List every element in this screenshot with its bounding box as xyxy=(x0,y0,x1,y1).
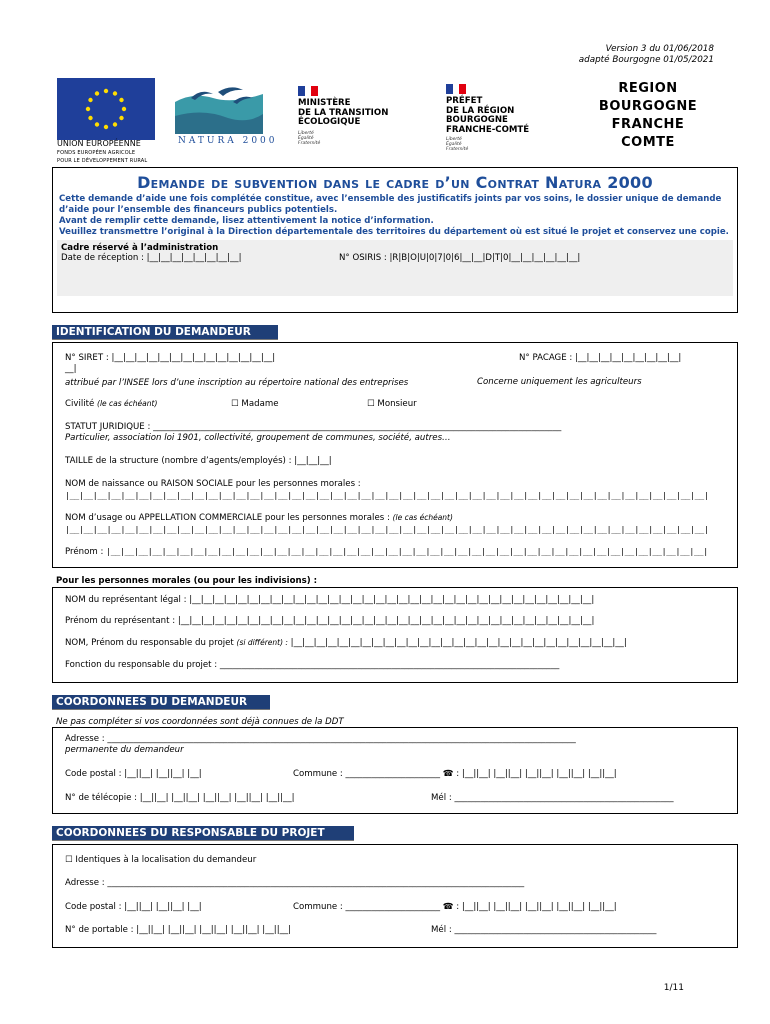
statut-note: Particulier, association loi 1901, collectivité, groupement de communes, société, autres… xyxy=(65,433,451,443)
code-postal-demandeur-field[interactable]: Code postal : |__||__| |__||__| |__| xyxy=(65,769,202,779)
section-header-coord-responsable: COORDONNEES DU RESPONSABLE DU PROJET xyxy=(52,826,354,841)
prefet-logo xyxy=(446,84,529,152)
nom-usage-field[interactable]: |__|__|__|__|__|__|__|__|__|__|__|__|__|__|__|__|__|__|__|__|__|__|__|__|__|__|__|__|__|__|__|__|__|__|__|__|__|__|__|__|__|__|__|__|__|__| xyxy=(65,524,709,534)
intro-p1: Cette demande d’aide une fois complétée constitue, avec l’ensemble des justificatifs joints par vos soins, le dossier unique de demande d’aide pour l’ensemble des financeurs publics potentiels. xyxy=(59,194,722,215)
identification-box xyxy=(52,342,738,568)
region-line-2: BOURGOGNE xyxy=(598,99,698,114)
adresse-demandeur-field[interactable]: Adresse : _____________________________________________________________________________________________________________ xyxy=(65,734,576,744)
nom-usage-note: (le cas échéant) xyxy=(392,513,453,522)
ministere-line-1: MINISTÈRE xyxy=(298,98,351,108)
intro-text xyxy=(53,194,737,238)
version-info xyxy=(579,44,714,66)
portable-field[interactable]: N° de portable : |__||__| |__||__| |__||__| |__||__| |__||__| xyxy=(65,925,292,935)
civilite-label: Civilité xyxy=(65,399,95,409)
reception-date-field[interactable]: Date de réception : |__|__|__|__|__|__|__|__| xyxy=(61,253,242,263)
eu-name: UNION EUROPÉENNE xyxy=(57,139,141,148)
section-header-identification: IDENTIFICATION DU DEMANDEUR xyxy=(52,325,278,340)
ministere-motto-2: Égalité xyxy=(298,135,314,141)
commune-telephone-responsable-field[interactable]: Commune : ______________________ ☎ : |__||__| |__||__| |__||__| |__||__| |__||__| xyxy=(293,902,617,912)
admin-heading: Cadre réservé à l’administration xyxy=(61,243,219,253)
coord-responsable-box xyxy=(52,844,738,948)
prefet-motto-2: Égalité xyxy=(446,142,462,147)
responsable-field[interactable]: |__|__|__|__|__|__|__|__|__|__|__|__|__|__|__|__|__|__|__|__|__|__|__|__|__|__|__|__|__| xyxy=(290,638,627,648)
adresse-demandeur-note: permanente du demandeur xyxy=(65,745,184,755)
madame-checkbox[interactable]: ☐ Madame xyxy=(231,399,279,409)
prenom-field[interactable]: |__|__|__|__|__|__|__|__|__|__|__|__|__|__|__|__|__|__|__|__|__|__|__|__|__|__|__|__|__|__|__|__|__|__|__|__|__|__|__|__|__|__|__| xyxy=(106,546,708,556)
prefet-line-4: FRANCHE-COMTÉ xyxy=(446,124,530,135)
prefet-motto-1: Liberté xyxy=(446,137,462,142)
siret-note: attribué par l’INSEE lors d’une inscription au répertoire national des entreprises xyxy=(65,378,409,388)
section-header-coord-demandeur: COORDONNEES DU DEMANDEUR xyxy=(52,695,270,710)
osiris-number-field[interactable]: N° OSIRIS : |R|B|O|U|0|7|0|6|__|__|D|T|0|__|__|__|__|__|__| xyxy=(339,253,581,263)
ministere-line-3: ÉCOLOGIQUE xyxy=(298,117,361,127)
title-box xyxy=(52,167,738,313)
responsable-label: NOM, Prénom du responsable du projet xyxy=(65,638,234,648)
eu-sub-1: FONDS EUROPÉEN AGRICOLE xyxy=(57,149,136,156)
coord-demandeur-box xyxy=(52,727,738,814)
nom-usage-label: NOM d’usage ou APPELLATION COMMERCIALE pour les personnes morales : xyxy=(65,513,390,523)
page-title: Demande de subvention dans le cadre d’un Contrat Natura 2000 xyxy=(137,173,653,192)
version-line-1: Version 3 du 01/06/2018 xyxy=(605,44,714,54)
ministere-motto-1: Liberté xyxy=(298,130,314,136)
prefet-line-3: BOURGOGNE xyxy=(446,115,508,125)
intro-p3: Veuillez transmettre l’original à la Direction départementale des territoires du département où est situé le projet et conservez une copie. xyxy=(59,227,729,237)
pacage-field[interactable]: N° PACAGE : |__|__|__|__|__|__|__|__|__| xyxy=(519,353,682,363)
ministere-motto-3: Fraternité xyxy=(298,140,321,146)
prenom-representant-field[interactable]: Prénom du représentant : |__|__|__|__|__|__|__|__|__|__|__|__|__|__|__|__|__|__|__|__|__|__|__|__|__|__|__|__|__|__|__|__|__|__|__|__| xyxy=(65,616,595,626)
civilite-note: (le cas échéant) xyxy=(97,399,158,408)
morales-box xyxy=(52,587,738,683)
eu-flag-logo xyxy=(57,78,155,140)
monsieur-checkbox[interactable]: ☐ Monsieur xyxy=(367,399,417,409)
representant-field[interactable]: NOM du représentant légal : |__|__|__|__|__|__|__|__|__|__|__|__|__|__|__|__|__|__|__|__|__|__|__|__|__|__|__|__|__|__|__|__|__|__|__| xyxy=(65,595,595,605)
nom-naissance-label: NOM de naissance ou RAISON SOCIALE pour les personnes morales : xyxy=(65,479,361,489)
morales-heading: Pour les personnes morales (ou pour les indivisions) : xyxy=(56,576,318,586)
region-line-3: FRANCHE xyxy=(611,117,685,132)
fonction-field[interactable]: Fonction du responsable du projet : _______________________________________________________________________________ xyxy=(65,660,560,670)
page-number: 1/11 xyxy=(663,983,684,993)
taille-field[interactable]: TAILLE de la structure (nombre d’agents/employés) : |__|__|__| xyxy=(65,456,332,466)
region-line-1: REGION xyxy=(618,81,678,96)
intro-p2: Avant de remplir cette demande, lisez attentivement la notice d’information. xyxy=(59,216,434,226)
prefet-line-2: DE LA RÉGION xyxy=(446,105,515,116)
ministere-logo xyxy=(298,86,388,146)
mel-demandeur-field[interactable]: Mél : ___________________________________________________ xyxy=(431,793,674,803)
version-line-2: adapté Bourgogne 01/05/2021 xyxy=(578,55,714,65)
french-flag-icon xyxy=(298,86,318,96)
siret-field[interactable]: N° SIRET : |__|__|__|__|__|__|__|__|__|__|__|__|__|__| xyxy=(65,353,276,363)
admin-reserved-area xyxy=(57,240,733,296)
pacage-note: Concerne uniquement les agriculteurs xyxy=(477,377,642,387)
natura-2000-text: NATURA 2000 xyxy=(178,136,278,146)
region-logo xyxy=(598,80,698,152)
prefet-motto-3: Fraternité xyxy=(446,147,469,152)
french-flag-icon xyxy=(446,84,466,94)
mel-responsable-field[interactable]: Mél : _______________________________________________ xyxy=(431,925,657,935)
eu-caption xyxy=(57,140,167,166)
identiques-checkbox[interactable]: ☐ Identiques à la localisation du demandeur xyxy=(65,855,257,865)
nom-naissance-field[interactable]: |__|__|__|__|__|__|__|__|__|__|__|__|__|__|__|__|__|__|__|__|__|__|__|__|__|__|__|__|__|__|__|__|__|__|__|__|__|__|__|__|__|__|__|__|__|__| xyxy=(65,490,709,500)
region-line-4: COMTE xyxy=(621,135,675,150)
adresse-responsable-field[interactable]: Adresse : _________________________________________________________________________________________________ xyxy=(65,878,525,888)
responsable-note: (si différent) : xyxy=(236,638,288,647)
ministere-line-2: DE LA TRANSITION xyxy=(298,107,389,118)
siret-field-continued: __| xyxy=(65,364,77,374)
commune-telephone-demandeur-field[interactable]: Commune : ______________________ ☎ : |__||__| |__||__| |__||__| |__||__| |__||__| xyxy=(293,769,617,779)
code-postal-responsable-field[interactable]: Code postal : |__||__| |__||__| |__| xyxy=(65,902,202,912)
eu-sub-2: POUR LE DÉVELOPPEMENT RURAL xyxy=(57,158,148,164)
coord-demandeur-note: Ne pas compléter si vos coordonnées sont déjà connues de la DDT xyxy=(56,717,344,727)
prefet-line-1: PRÉFET xyxy=(446,96,483,106)
statut-juridique-field[interactable]: STATUT JURIDIQUE : _______________________________________________________________________________________________ xyxy=(65,422,562,432)
prenom-label: Prénom : xyxy=(65,547,104,557)
telecopie-field[interactable]: N° de télécopie : |__||__| |__||__| |__||__| |__||__| |__||__| xyxy=(65,793,295,803)
